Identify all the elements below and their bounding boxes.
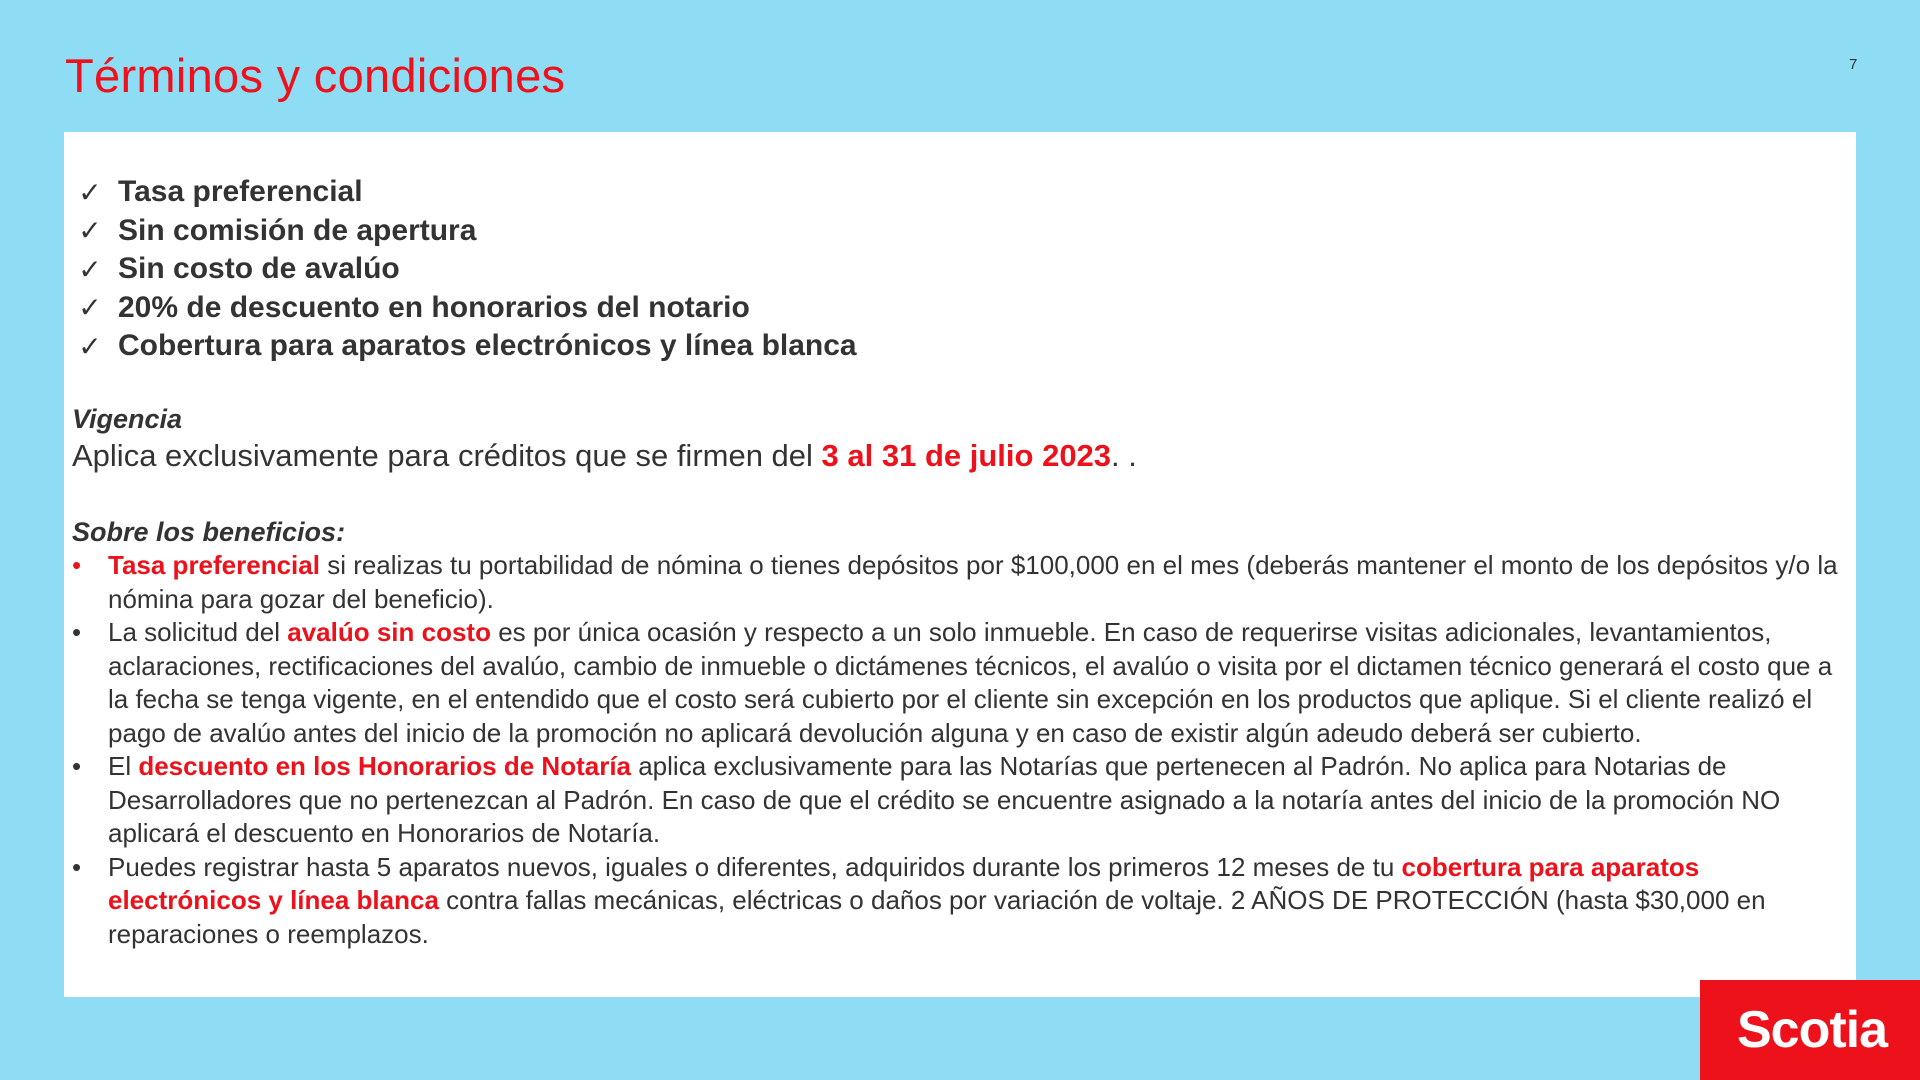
checklist-item-label: Sin costo de avalúo [118,252,400,286]
benefit-text-pre: La solicitud del [108,617,288,647]
vigencia-text-before: Aplica exclusivamente para créditos que se firmen del [72,438,822,473]
benefit-item [72,750,1852,851]
checklist-item-label: Tasa preferencial [118,175,363,209]
check-icon: ✓ [78,291,102,325]
vigencia-text-after: . . [1111,438,1137,473]
benefit-item [72,616,1852,750]
slide-title: Términos y condiciones [65,49,566,102]
benefit-highlight: descuento en los Honorarios de Notaría [138,751,631,781]
benefit-item [72,851,1852,952]
check-icon: ✓ [78,329,102,363]
benefit-highlight: avalúo sin costo [287,617,491,647]
benefit-text-pre: Puedes registrar hasta 5 aparatos nuevos, iguales o diferentes, adquiridos durante los primeros 12 meses de tu [108,851,1402,882]
benefits-list [72,549,1852,951]
scotia-logo-text: Scotia [1736,1001,1888,1059]
checklist-item [72,327,857,366]
benefit-text-post: contra fallas mecánicas, eléctricas o daños por variación de voltaje. 2 AÑOS DE PROTECCIÓN (hasta $30,000 en reparaciones o reemplazos. [108,885,1766,949]
benefit-text-post: es por única ocasión y respecto a un solo inmueble. En caso de requerirse visitas adicionales, levantamientos, aclaraciones, rectificaciones del avalúo, cambio de inmueble o dictámenes técnicos, el avalúo o visita por el dictamen técnico generará el costo que a la fecha se tenga vigente, en el entendido que el costo será cubierto por el cliente sin excepción en los productos que aplique. Si el cliente realizó el pago de avalúo antes del inicio de la promoción no aplicará devolución alguna y en caso de existir algún adeudo deberá ser cubierto. [108,617,1833,748]
check-icon: ✓ [78,214,102,248]
vigencia-text [72,438,1137,474]
checklist-item [72,173,857,212]
benefits-checklist [72,173,857,366]
bullet-icon: • [72,751,82,781]
bullet-icon: • [72,851,82,882]
checklist-item-label: Sin comisión de apertura [118,213,477,247]
checklist-item-label: Cobertura para aparatos electrónicos y línea blanca [118,329,857,363]
benefit-highlight: cobertura para aparatos electrónicos y línea blanca [108,851,1700,915]
benefit-item [72,549,1852,616]
content-panel [64,132,1856,997]
checklist-item [72,212,857,251]
benefit-highlight: Tasa preferencial [108,550,320,580]
check-icon: ✓ [78,175,102,209]
checklist-item-label: 20% de descuento en honorarios del notario [118,290,750,324]
page-number: 7 [1849,56,1858,73]
scotia-logo [1700,980,1920,1080]
benefits-heading: Sobre los beneficios: [72,517,346,547]
benefit-text-pre: El [108,751,139,781]
check-icon: ✓ [78,252,102,286]
checklist-item [72,289,857,328]
bullet-icon: • [72,617,82,647]
vigencia-heading: Vigencia [72,404,183,434]
checklist-item [72,250,857,289]
benefit-text-post: aplica exclusivamente para las Notarías que pertenecen al Padrón. No aplica para Notarias de Desarrolladores que no pertenezcan al Padrón. En caso de que el crédito se encuentre asignado a la notaría antes del inicio de la promoción NO aplicará el descuento en Honorarios de Notaría. [108,751,1781,848]
bullet-icon: • [72,550,82,580]
vigencia-dates: 3 al 31 de julio 2023 [821,438,1112,473]
benefit-text-post: si realizas tu portabilidad de nómina o tienes depósitos por $100,000 en el mes (deberás mantener el monto de los depósitos y/o la nómina para gozar del beneficio). [108,550,1838,614]
